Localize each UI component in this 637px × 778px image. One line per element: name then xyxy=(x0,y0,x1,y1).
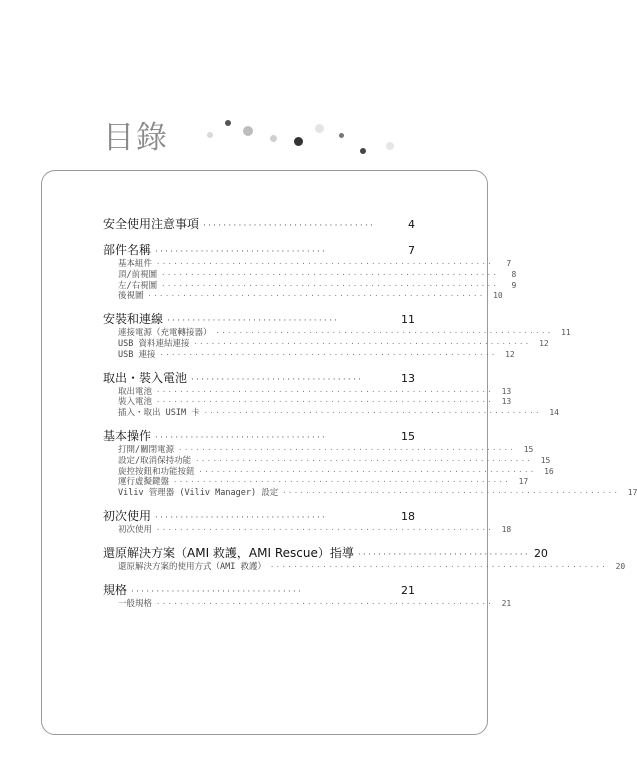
toc-item-page: 12 xyxy=(539,338,549,348)
toc-section[interactable] xyxy=(103,241,415,257)
decor-dot xyxy=(207,132,213,138)
toc-item[interactable] xyxy=(103,385,512,397)
decor-dot xyxy=(294,137,303,146)
toc-item-page: 16 xyxy=(544,466,554,476)
toc-section-title: 還原解決方案（AMI 救護，AMI Rescue）指導 xyxy=(103,545,354,560)
toc-item[interactable] xyxy=(103,268,517,280)
toc-item-page: 15 xyxy=(523,444,534,454)
toc-item-title: 裝入電池 xyxy=(118,397,153,408)
toc-item-title: 左/右視圖 xyxy=(118,280,158,291)
decor-dot xyxy=(315,124,324,133)
toc-item[interactable] xyxy=(103,406,559,419)
toc-item[interactable] xyxy=(103,395,512,408)
toc-item[interactable] xyxy=(103,560,626,572)
toc-item-page: 18 xyxy=(501,524,512,534)
dot-leader: ·························································· xyxy=(156,599,494,608)
toc-section[interactable] xyxy=(103,507,415,523)
toc-item-title: 打開/關閉電源 xyxy=(118,444,175,455)
toc-item-title: 還原解決方案的使用方式（AMI 救護） xyxy=(118,561,266,572)
toc-item-title: 初次使用 xyxy=(118,524,153,535)
toc-section[interactable] xyxy=(103,369,415,385)
toc-section-page: 18 xyxy=(401,509,415,523)
dot-leader: ·························································· xyxy=(161,281,499,290)
decor-dot xyxy=(243,126,253,136)
dot-leader: ·························································· xyxy=(156,525,494,534)
toc-item[interactable] xyxy=(103,337,549,349)
dot-leader: ·························································· xyxy=(215,329,553,338)
toc-item-page: 10 xyxy=(493,291,503,301)
toc-item-page: 12 xyxy=(505,349,515,359)
dot-leader: ·································· xyxy=(155,512,328,523)
toc-item-title: 取出電池 xyxy=(118,386,153,397)
dot-leader: ·································· xyxy=(203,221,376,231)
toc-item-page: 17 xyxy=(627,488,637,498)
dot-leader: ·························································· xyxy=(156,260,494,268)
toc-item-title: USB 資料連結連接 xyxy=(118,338,190,349)
decor-dot xyxy=(360,148,366,154)
dot-leader: ·························································· xyxy=(159,350,497,359)
dot-leader: ·························································· xyxy=(147,292,485,301)
decor-dot xyxy=(225,120,231,126)
toc-item[interactable] xyxy=(103,475,529,488)
toc-item-title: 一般規格 xyxy=(118,598,153,609)
toc-section-title: 部件名稱 xyxy=(103,243,152,257)
toc-section-page: 21 xyxy=(401,583,415,597)
toc-item-page: 9 xyxy=(511,280,517,290)
dot-leader: ·························································· xyxy=(156,387,494,396)
toc-item[interactable] xyxy=(103,289,503,302)
toc-section-page: 15 xyxy=(401,429,415,443)
toc-item-page: 13 xyxy=(501,386,512,396)
toc-item-page: 11 xyxy=(561,328,571,338)
dot-leader: ·························································· xyxy=(195,456,533,465)
dot-leader: ·························································· xyxy=(156,398,494,407)
toc-item-title: USB 連接 xyxy=(118,349,156,360)
dot-leader: ·································· xyxy=(155,432,328,443)
decor-dot xyxy=(339,133,344,138)
toc-item-title: 運行虛擬鍵盤 xyxy=(118,477,170,488)
toc-item[interactable] xyxy=(103,257,512,269)
toc-section-page: 20 xyxy=(533,546,548,560)
toc-item[interactable] xyxy=(103,454,551,466)
dot-leader: ·································· xyxy=(167,316,340,327)
dot-leader: ·································· xyxy=(131,586,304,597)
toc-section-page: 7 xyxy=(408,244,415,257)
toc-item-title: 插入・取出 USIM 卡 xyxy=(118,408,200,419)
dot-leader: ·························································· xyxy=(193,339,531,348)
toc-section-page: 4 xyxy=(408,218,415,231)
toc-section[interactable] xyxy=(103,310,415,326)
toc-item[interactable] xyxy=(103,486,637,499)
dot-leader: ·························································· xyxy=(178,445,516,454)
toc-section-title: 初次使用 xyxy=(103,508,152,523)
toc-item-page: 14 xyxy=(549,408,559,418)
table-of-contents xyxy=(103,215,637,609)
toc-item-page: 7 xyxy=(506,259,512,268)
toc-section-title: 基本操作 xyxy=(103,428,152,443)
toc-item[interactable] xyxy=(103,279,517,291)
toc-section[interactable] xyxy=(103,215,415,231)
toc-section-page: 13 xyxy=(401,371,415,385)
toc-item[interactable] xyxy=(103,465,554,477)
toc-item-title: 頂/前視圖 xyxy=(118,269,158,280)
toc-item-page: 20 xyxy=(615,561,626,571)
toc-section-title: 規格 xyxy=(103,582,128,597)
toc-item[interactable] xyxy=(103,597,512,609)
toc-item-title: 基本組件 xyxy=(118,259,153,269)
toc-item-page: 17 xyxy=(518,477,529,487)
toc-item-title: 旋控按鈕和功能按鈕 xyxy=(118,466,195,477)
dot-leader: ·································· xyxy=(191,374,364,385)
toc-item[interactable] xyxy=(103,443,534,455)
toc-section-page: 11 xyxy=(401,313,415,327)
toc-item-page: 8 xyxy=(511,269,517,279)
toc-item-title: 連接電源（充電轉接器） xyxy=(118,328,212,339)
toc-section[interactable] xyxy=(103,427,415,443)
dot-leader: ·························································· xyxy=(203,409,541,418)
page-title: 目錄 xyxy=(103,120,169,156)
toc-section[interactable] xyxy=(103,544,548,560)
dot-leader: ·································· xyxy=(357,549,530,560)
toc-item[interactable] xyxy=(103,348,515,360)
dot-leader: ·························································· xyxy=(161,270,499,279)
toc-section[interactable] xyxy=(103,581,415,597)
dot-leader: ·························································· xyxy=(269,562,608,571)
toc-item-page: 13 xyxy=(501,397,512,407)
toc-section-title: 安全使用注意事項 xyxy=(103,217,200,231)
toc-item-page: 21 xyxy=(501,598,512,608)
toc-section-title: 取出・裝入電池 xyxy=(103,370,188,385)
decor-dot xyxy=(386,142,394,150)
toc-item-title: Viliv 管理器 (Viliv Manager) 設定 xyxy=(118,488,279,499)
toc-item-title: 後視圖 xyxy=(118,291,144,302)
toc-item-page: 15 xyxy=(540,455,551,465)
toc-item[interactable] xyxy=(103,523,512,535)
toc-section-title: 安裝和連線 xyxy=(103,312,164,327)
toc-item-title: 設定/取消保持功能 xyxy=(118,455,192,466)
dot-leader: ·································· xyxy=(155,247,328,257)
dot-leader: ·························································· xyxy=(173,478,511,487)
toc-item[interactable] xyxy=(103,326,571,339)
dot-leader: ·························································· xyxy=(198,467,536,476)
decor-dot xyxy=(270,135,277,142)
dot-leader: ·························································· xyxy=(282,489,620,498)
